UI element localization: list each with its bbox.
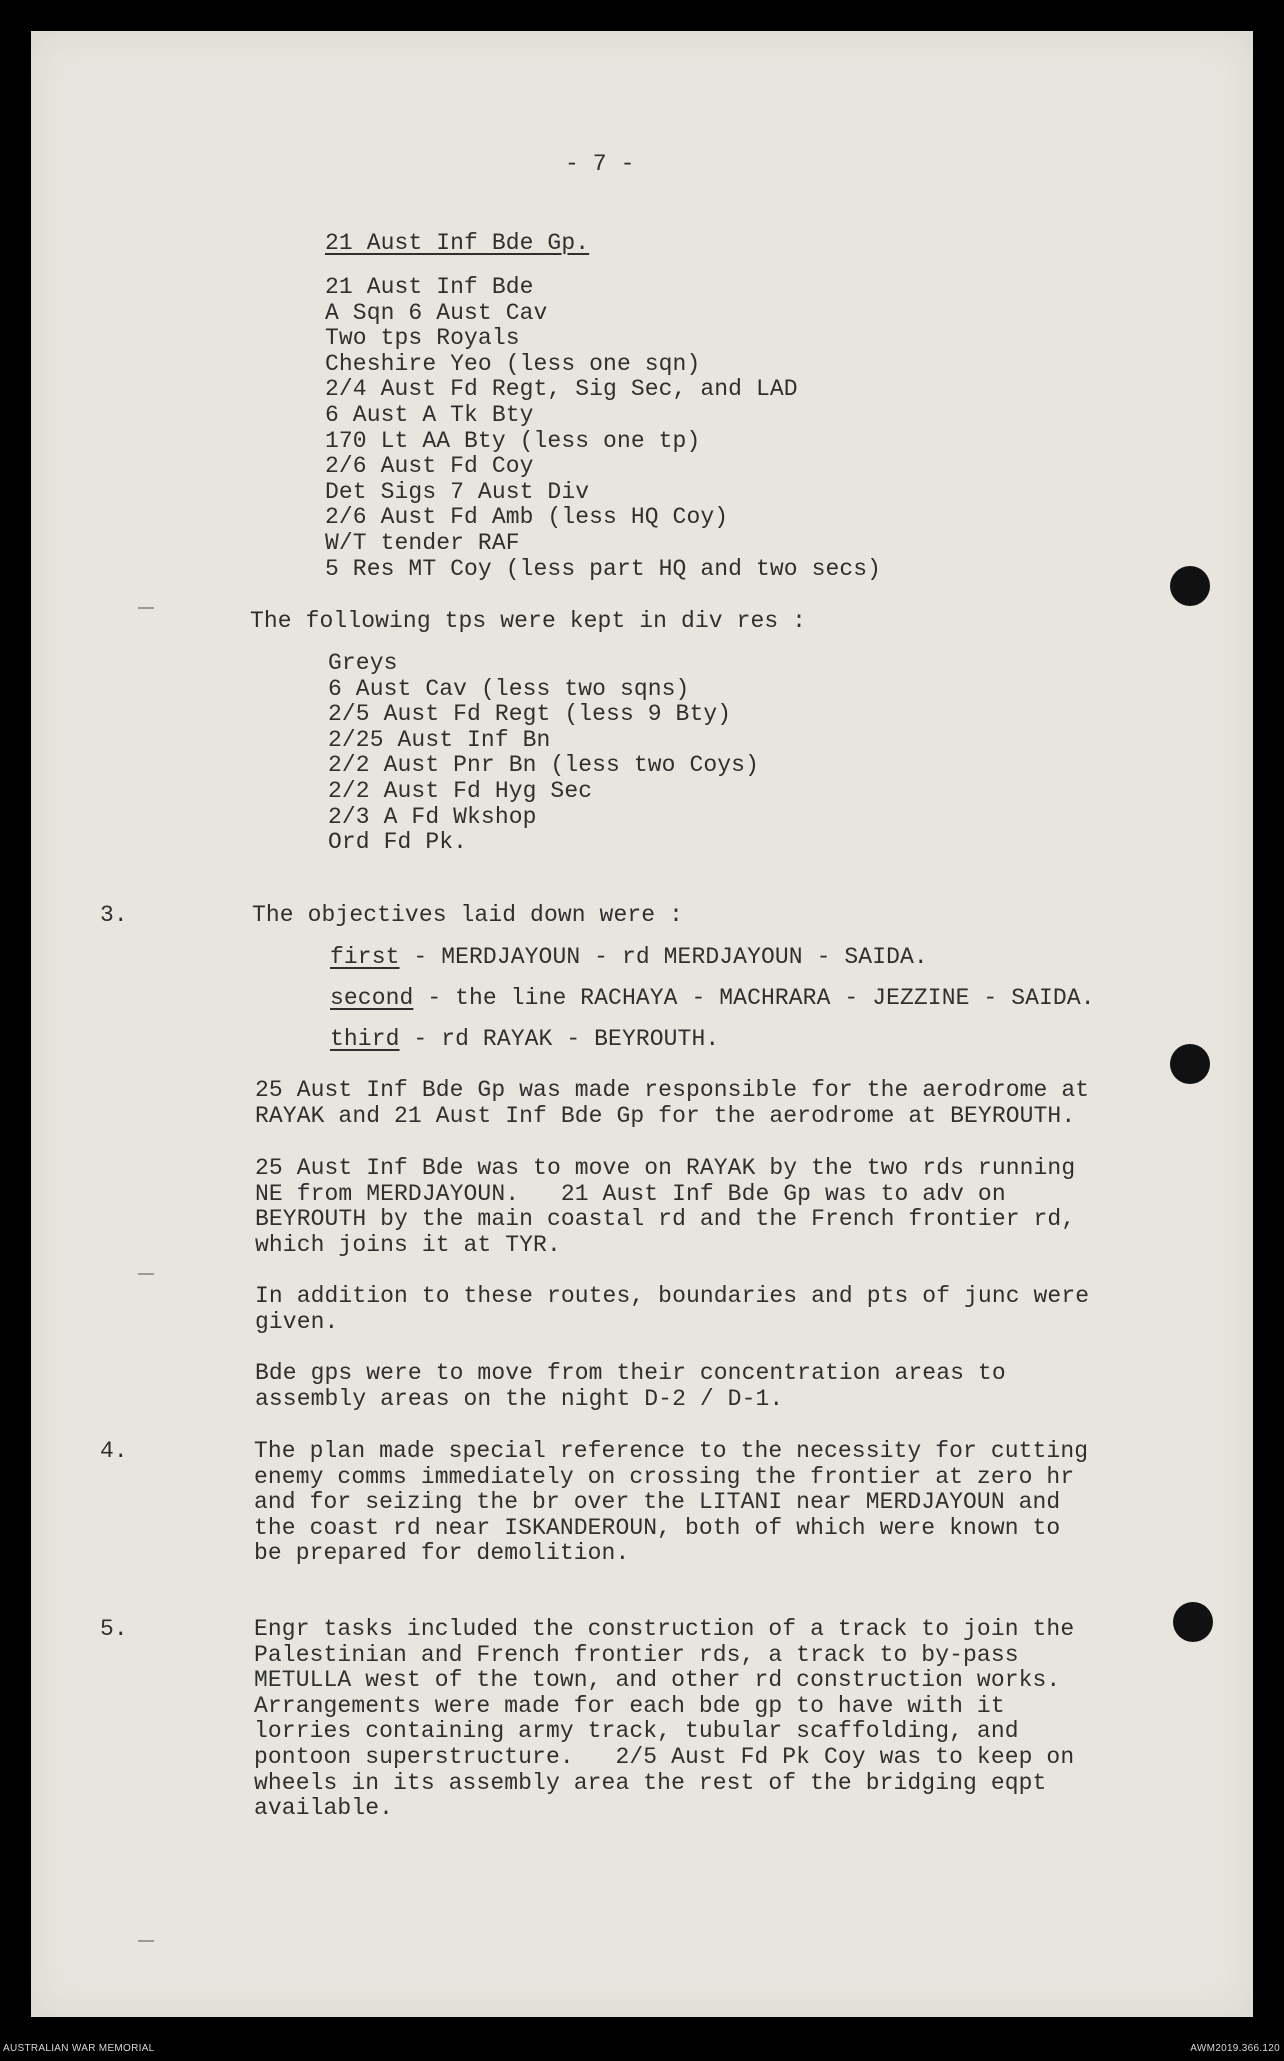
text-line: Arrangements were made for each bde gp to have with it: [254, 1692, 1005, 1719]
page-number: - 7 -: [565, 151, 635, 177]
list-item: Det Sigs 7 Aust Div: [325, 478, 590, 505]
text-line: The plan made special reference to the necessity for cutting: [254, 1438, 1089, 1464]
list-item: 5 Res MT Coy (less part HQ and two secs): [325, 555, 882, 582]
objective-text: - MERDJAYOUN - rd MERDJAYOUN - SAIDA.: [399, 944, 928, 970]
objective-text: - the line RACHAYA - MACHRARA - JEZZINE - SAIDA.: [413, 985, 1095, 1011]
punch-hole: [1170, 566, 1210, 606]
objective-label: first: [330, 944, 400, 970]
list-item: A Sqn 6 Aust Cav: [325, 299, 548, 326]
list-item: 21 Aust Inf Bde: [325, 274, 534, 300]
text-line: be prepared for demolition.: [254, 1540, 630, 1567]
list-item: W/T tender RAF: [325, 530, 520, 556]
margin-mark: [138, 607, 154, 609]
punch-hole: [1173, 1602, 1213, 1642]
text-line: METULLA west of the town, and other rd construction works.: [254, 1667, 1061, 1694]
footer-left: AUSTRALIAN WAR MEMORIAL: [3, 2043, 155, 2054]
list-item: 2/5 Aust Fd Regt (less 9 Bty): [328, 701, 732, 728]
section-heading: 21 Aust Inf Bde Gp.: [325, 230, 590, 256]
text-line: enemy comms immediately on crossing the frontier at zero hr: [254, 1463, 1075, 1490]
text-line: NE from MERDJAYOUN. 21 Aust Inf Bde Gp was to adv on: [255, 1180, 1006, 1207]
text-line: Bde gps were to move from their concentration areas to: [255, 1360, 1006, 1386]
text-line: 25 Aust Inf Bde was to move on RAYAK by the two rds running: [255, 1155, 1076, 1181]
text-line: which joins it at TYR.: [255, 1231, 561, 1258]
text-line: available.: [254, 1795, 394, 1822]
objective-second: [330, 986, 1095, 1012]
text-line: wheels in its assembly area the rest of the bridging eqpt: [254, 1769, 1047, 1796]
list-item: Ord Fd Pk.: [328, 829, 468, 856]
text-line: and for seizing the br over the LITANI near MERDJAYOUN and: [254, 1489, 1061, 1516]
paragraph-number: 3.: [100, 902, 128, 928]
list-item: 2/25 Aust Inf Bn: [328, 726, 551, 753]
text-line: BEYROUTH by the main coastal rd and the French frontier rd,: [255, 1206, 1076, 1233]
paragraph-number: 4.: [100, 1438, 128, 1464]
text-line: Palestinian and French frontier rds, a track to by-pass: [254, 1641, 1019, 1668]
reserve-intro: The following tps were kept in div res :: [250, 608, 807, 634]
text-line: In addition to these routes, boundaries and pts of junc were: [255, 1283, 1090, 1309]
list-item: Greys: [328, 650, 398, 676]
paragraph-number: 5.: [100, 1616, 128, 1642]
list-item: 170 Lt AA Bty (less one tp): [325, 427, 701, 454]
list-item: Two tps Royals: [325, 325, 520, 352]
list-item: 6 Aust Cav (less two sqns): [328, 675, 690, 702]
list-item: 2/6 Aust Fd Coy: [325, 453, 534, 480]
list-item: 2/2 Aust Pnr Bn (less two Coys): [328, 752, 759, 779]
margin-mark: [138, 1940, 154, 1942]
text-line: Engr tasks included the construction of a track to join the: [254, 1616, 1075, 1642]
objectives-intro: The objectives laid down were :: [252, 902, 683, 928]
text-line: the coast rd near ISKANDEROUN, both of which were known to: [254, 1514, 1061, 1541]
list-item: 2/3 A Fd Wkshop: [328, 803, 537, 830]
text-line: pontoon superstructure. 2/5 Aust Fd Pk Coy was to keep on: [254, 1744, 1075, 1770]
margin-mark: [138, 1273, 154, 1275]
objective-label: second: [330, 985, 414, 1011]
punch-hole: [1170, 1044, 1210, 1084]
objective-first: [330, 945, 928, 971]
text-line: RAYAK and 21 Aust Inf Bde Gp for the aerodrome at BEYROUTH.: [255, 1102, 1076, 1129]
list-item: Cheshire Yeo (less one sqn): [325, 350, 701, 377]
list-item: 6 Aust A Tk Bty: [325, 402, 534, 428]
text-line: assembly areas on the night D-2 / D-1.: [255, 1385, 784, 1412]
objective-third: [330, 1027, 719, 1053]
text-line: lorries containing army track, tubular scaffolding, and: [254, 1718, 1019, 1745]
objective-label: third: [330, 1026, 400, 1052]
objective-text: - rd RAYAK - BEYROUTH.: [399, 1026, 720, 1052]
text-line: given.: [255, 1308, 339, 1335]
list-item: 2/4 Aust Fd Regt, Sig Sec, and LAD: [325, 376, 798, 403]
list-item: 2/2 Aust Fd Hyg Sec: [328, 778, 593, 804]
footer-right: AWM2019.366.120: [1190, 2043, 1280, 2054]
text-line: 25 Aust Inf Bde Gp was made responsible for the aerodrome at: [255, 1077, 1090, 1103]
list-item: 2/6 Aust Fd Amb (less HQ Coy): [325, 504, 729, 531]
